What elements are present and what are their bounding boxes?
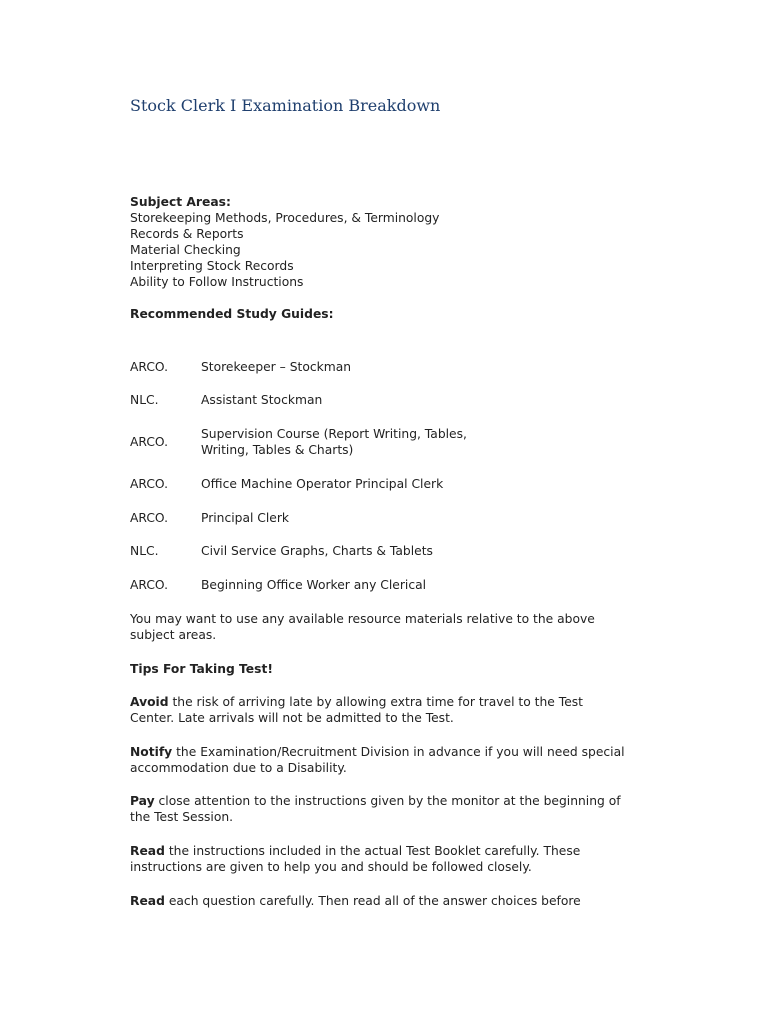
tip-lead: Notify [130, 745, 173, 759]
tip-lead: Read [130, 894, 165, 908]
tip-text: the risk of arriving late by allowing extra time for travel to the Test Center. Late arrivals will not be admitted to the Test. [130, 695, 583, 725]
guide-title: Office Machine Operator Principal Clerk [201, 477, 444, 491]
subject-area-item: Interpreting Stock Records [130, 259, 294, 273]
page-title: Stock Clerk I Examination Breakdown [130, 96, 441, 115]
tip-text: each question carefully. Then read all of the answer choices before [164, 894, 581, 908]
guide-publisher: ARCO. [130, 578, 169, 592]
tip-paragraph [130, 793, 640, 825]
subject-areas-heading: Subject Areas: [130, 195, 231, 209]
study-guide-row [130, 577, 630, 593]
guide-title: Supervision Course (Report Writing, Tables, Writing, Tables & Charts) [201, 427, 467, 457]
tip-lead: Read [130, 844, 165, 858]
subject-area-item: Records & Reports [130, 227, 244, 241]
subject-areas-section [130, 194, 439, 290]
subject-area-item: Material Checking [130, 243, 241, 257]
subject-area-item: Ability to Follow Instructions [130, 275, 304, 289]
guide-publisher: ARCO. [130, 435, 169, 449]
guide-publisher: NLC. [130, 544, 159, 558]
tip-text: the Examination/Recruitment Division in advance if you will need special accommodation due to a Disability. [130, 745, 625, 775]
resource-note: You may want to use any available resource materials relative to the above subject areas. [130, 612, 595, 642]
guide-publisher: ARCO. [130, 360, 169, 374]
study-guide-row [130, 426, 630, 458]
tips-heading: Tips For Taking Test! [130, 662, 273, 676]
guide-title: Principal Clerk [201, 511, 290, 525]
tip-text: the instructions included in the actual Test Booklet carefully. These instructions are given to help you and should be followed closely. [130, 844, 581, 874]
guide-publisher: ARCO. [130, 511, 169, 525]
guide-publisher: ARCO. [130, 477, 169, 491]
subject-area-item: Storekeeping Methods, Procedures, & Terminology [130, 211, 440, 225]
tip-lead: Avoid [130, 695, 169, 709]
guide-title: Civil Service Graphs, Charts & Tablets [201, 544, 433, 558]
tip-text: close attention to the instructions given by the monitor at the beginning of the Test Session. [130, 794, 621, 824]
tip-paragraph [130, 744, 640, 776]
tip-paragraph [130, 843, 630, 875]
tip-paragraph [130, 893, 650, 909]
study-guide-row [130, 510, 630, 526]
guide-title: Assistant Stockman [201, 393, 323, 407]
study-guide-row [130, 359, 630, 375]
guide-title: Beginning Office Worker any Clerical [201, 578, 427, 592]
study-guide-row [130, 543, 630, 559]
guide-title: Storekeeper – Stockman [201, 360, 352, 374]
guide-publisher: NLC. [130, 393, 159, 407]
study-guides-heading: Recommended Study Guides: [130, 307, 334, 321]
tip-paragraph [130, 694, 630, 726]
tip-lead: Pay [130, 794, 155, 808]
study-guide-row [130, 392, 630, 408]
study-guide-row [130, 476, 630, 492]
